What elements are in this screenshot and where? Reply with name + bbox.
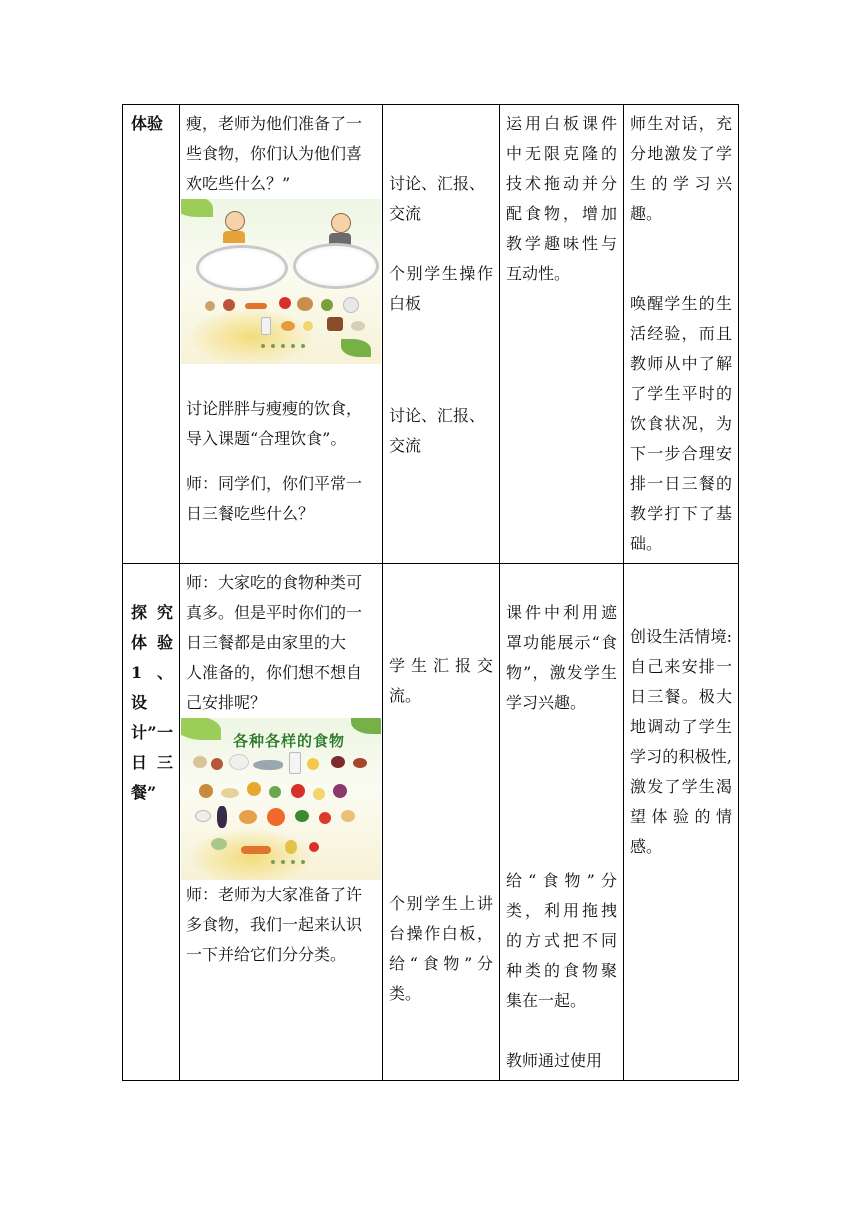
content-line: 欢吃些什么？” [186,174,291,193]
media-cell [500,564,624,1081]
media-note: 课件中利用遮罩功能展示“食物”，激发学生学习兴趣。 [506,603,617,712]
table-row [123,564,739,1081]
stage-label: 体验 [131,114,164,133]
intent-cell [624,105,739,564]
content-line: 讨论胖胖与瘦瘦的饮食， [186,399,363,418]
illustration-title: 各种各样的食物 [233,732,346,750]
stage-label: 探究体验1、设计”一日三餐” [131,603,173,802]
content-line: 师：大家吃的食物种类可 [186,573,363,592]
stage-cell [123,105,180,564]
content-line: 多食物，我们一起来认识 [186,915,363,934]
content-cell [180,564,383,1081]
content-line: 日三餐吃些什么？ [186,504,315,523]
student-activity: 讨论、汇报、交流 [389,174,486,223]
content-line: 日三餐都是由家里的大 [186,633,347,652]
lesson-plan-table [122,104,739,1081]
media-note: 运用白板课件中无限克隆的技术拖动并分配食物，增加教学趣味性与互动性。 [506,114,617,283]
content-line: 真多。但是平时你们的一 [186,603,363,622]
media-note: 给“食物”分类，利用拖拽的方式把不同种类的食物聚集在一起。 [506,871,617,1010]
table-row [123,105,739,564]
content-line: 瘦，老师为他们准备了一 [186,114,363,133]
food-variety-illustration [181,718,381,880]
student-activity: 学生汇报交流。 [389,656,493,705]
student-activity: 个别学生操作白板 [389,264,493,313]
stage-cell [123,564,180,1081]
media-note: 教师通过使用 [506,1051,603,1070]
content-line: 些食物，你们认为他们喜 [186,144,363,163]
content-line: 己安排呢？ [186,693,267,712]
student-cell [383,105,500,564]
student-activity: 个别学生上讲台操作白板，给“食物”分类。 [389,894,493,1003]
content-cell [180,105,383,564]
content-line: 师：老师为大家准备了许 [186,885,363,904]
content-line: 导入课题“合理饮食”。 [186,429,347,448]
intent-note: 创设生活情境:自己来安排一日三餐。极大地调动了学生学习的积极性,激发了学生渴望体验的情感。 [630,627,732,856]
content-line: 一下并给它们分分类。 [186,945,347,964]
intent-note: 师生对话，充分地激发了学生的学习兴趣。 [630,114,732,223]
intent-cell [624,564,739,1081]
media-cell [500,105,624,564]
plates-food-illustration [181,199,381,364]
intent-note: 唤醒学生的生活经验，而且教师从中了解了学生平时的饮食状况，为下一步合理安排一日三餐的教学打下了基础。 [630,294,732,553]
student-activity: 讨论、汇报、交流 [389,406,486,455]
content-line: 师：同学们，你们平常一 [186,474,363,493]
student-cell [383,564,500,1081]
content-line: 人准备的，你们想不想自 [186,663,363,682]
